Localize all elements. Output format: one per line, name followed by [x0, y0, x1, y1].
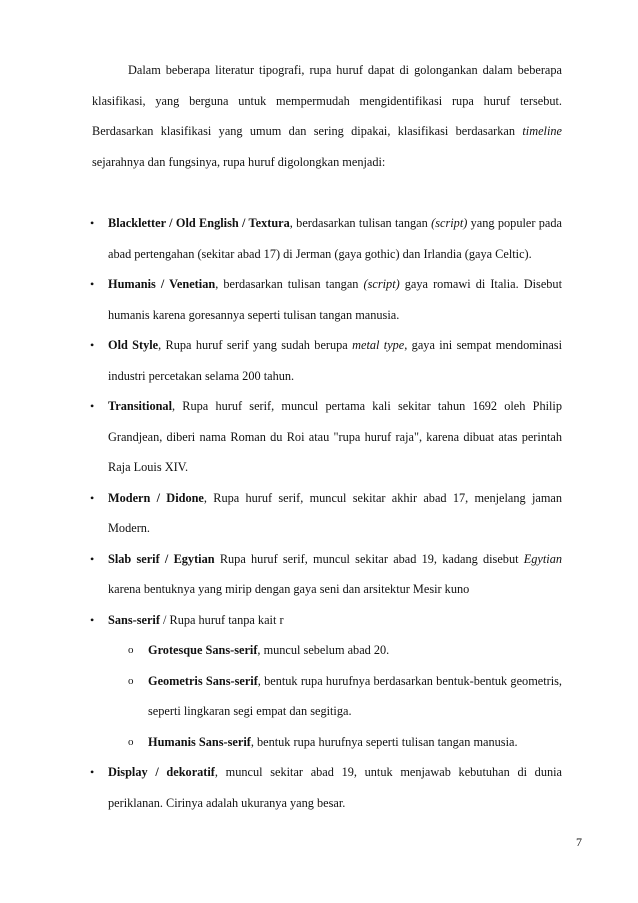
list-item: • Slab serif / Egytian Rupa huruf serif, muncul sekitar abad 19, kadang disebut Egytian karena bentuknya yang mirip dengan gaya seni dan arsitektur Mesir kuno: [92, 544, 562, 605]
bullet-icon: •: [90, 216, 95, 230]
page-number: 7: [576, 835, 582, 849]
circle-bullet-icon: o: [128, 674, 134, 687]
intro-italic: timeline: [522, 124, 562, 138]
list-item: • Sans-serif / Rupa huruf tanpa kait r o Grotesque Sans-serif, muncul sebelum abad 20. o Geometris Sans-serif, bentuk rupa hurufnya berdasarkan bentuk-bentuk geometris, seperti lingkaran segi empat dan segitiga. o Humanis Sans-serif, bentuk rupa hurufnya seperti tulisan tangan manusia.: [92, 605, 562, 758]
sublist-item: o Grotesque Sans-serif, muncul sebelum abad 20.: [108, 635, 562, 666]
sans-serif-sublist: [108, 635, 562, 757]
sublist-item: o Humanis Sans-serif, bentuk rupa hurufnya seperti tulisan tangan manusia.: [108, 727, 562, 758]
list-item: • Old Style, Rupa huruf serif yang sudah berupa metal type, gaya ini sempat mendominasi industri percetakan selama 200 tahun.: [92, 330, 562, 391]
list-item: • Blackletter / Old English / Textura, berdasarkan tulisan tangan (script) yang populer pada abad pertengahan (sekitar abad 17) di Jerman (gaya gothic) dan Irlandia (gaya Celtic).: [92, 208, 562, 269]
list-item: • Display / dekoratif, muncul sekitar abad 19, untuk menjawab kebutuhan di dunia periklanan. Cirinya adalah ukuranya yang besar.: [92, 757, 562, 818]
bullet-icon: •: [90, 338, 95, 352]
bullet-icon: •: [90, 277, 95, 291]
bullet-icon: •: [90, 490, 95, 505]
sublist-item: o Geometris Sans-serif, bentuk rupa hurufnya berdasarkan bentuk-bentuk geometris, seperti lingkaran segi empat dan segitiga.: [108, 666, 562, 727]
circle-bullet-icon: o: [128, 735, 134, 748]
classification-list: [92, 208, 562, 818]
bullet-icon: •: [90, 399, 95, 413]
intro-paragraph: [92, 55, 562, 177]
list-item: • Transitional, Rupa huruf serif, muncul pertama kali sekitar tahun 1692 oleh Philip Grandjean, diberi nama Roman du Roi atau "rupa huruf raja", karena dibuat atas perintah Raja Louis XIV.: [92, 391, 562, 483]
bullet-icon: •: [90, 765, 95, 779]
list-item: • Humanis / Venetian, berdasarkan tulisan tangan (script) gaya romawi di Italia. Disebut humanis karena goresannya seperti tulisan tangan manusia.: [92, 269, 562, 330]
list-item: • Modern / Didone, Rupa huruf serif, muncul sekitar akhir abad 17, menjelang jaman Modern.: [92, 483, 562, 544]
bullet-icon: •: [90, 612, 95, 627]
intro-text: Dalam beberapa literatur tipografi, rupa huruf dapat di golongankan dalam beberapa klasifikasi, yang berguna untuk mempermudah mengidentifikasi rupa huruf tersebut. Berdasarkan klasifikasi yang umum dan sering dipakai, klasifikasi berdasarkan timeline sejarahnya dan fungsinya, rupa huruf digolongkan menjadi:: [92, 63, 562, 169]
bullet-icon: •: [90, 551, 95, 566]
circle-bullet-icon: o: [128, 644, 134, 656]
